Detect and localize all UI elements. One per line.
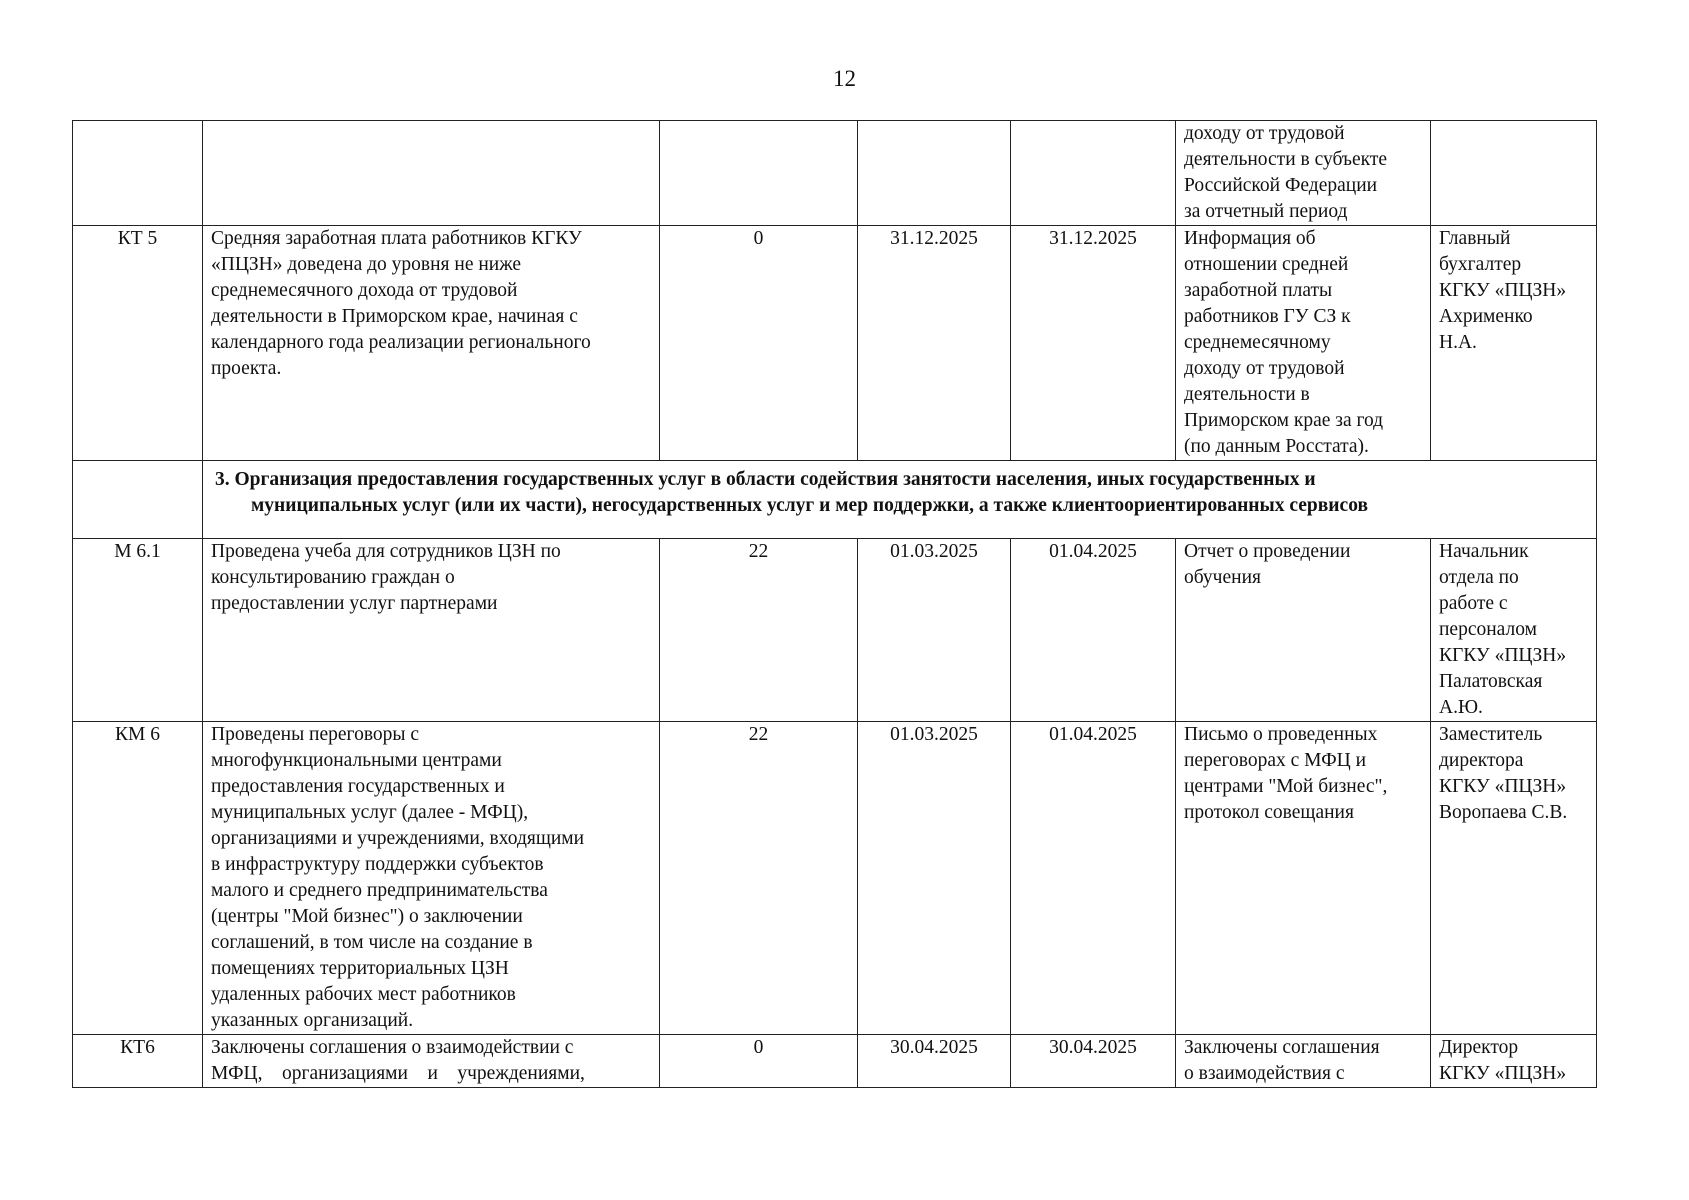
row-end-date: 01.04.2025 bbox=[1011, 722, 1176, 1035]
document-line: Российской Федерации bbox=[1184, 175, 1378, 196]
description-line: удаленных рабочих мест работников bbox=[211, 984, 516, 1005]
description-line: Проведена учеба для сотрудников ЦЗН по bbox=[211, 541, 561, 562]
responsible-line: Директор bbox=[1439, 1037, 1519, 1058]
row-end-date: 30.04.2025 bbox=[1011, 1035, 1176, 1088]
responsible-line: Палатовская bbox=[1439, 671, 1543, 692]
document-line: Заключены соглашения bbox=[1184, 1037, 1380, 1058]
responsible-line: работе с bbox=[1439, 593, 1508, 614]
description-line: Проведены переговоры с bbox=[211, 724, 420, 745]
page-number: 12 bbox=[833, 66, 856, 91]
responsible-line: КГКУ «ПЦЗН» bbox=[1439, 280, 1567, 301]
description-line: соглашений, в том числе на создание в bbox=[211, 932, 533, 953]
row-responsible bbox=[1431, 121, 1597, 226]
row-value: 0 bbox=[660, 226, 858, 461]
description-line: деятельности в Приморском крае, начиная с bbox=[211, 306, 578, 327]
document-line: доходу от трудовой bbox=[1184, 358, 1345, 379]
table-row-m61 bbox=[73, 539, 1597, 722]
row-value: 0 bbox=[660, 1035, 858, 1088]
responsible-line: КГКУ «ПЦЗН» bbox=[1439, 776, 1567, 797]
responsible-line: Н.А. bbox=[1439, 332, 1477, 353]
description-line: «ПЦЗН» доведена до уровня не ниже bbox=[211, 254, 522, 275]
description-line: среднемесячного дохода от трудовой bbox=[211, 280, 518, 301]
row-code: КТ6 bbox=[73, 1035, 203, 1088]
description-line: МФЦ, организациями и учреждениями, bbox=[211, 1063, 585, 1084]
row-document bbox=[1176, 121, 1431, 226]
description-line: муниципальных услуг (далее - МФЦ), bbox=[211, 802, 529, 823]
row-code bbox=[73, 121, 203, 226]
responsible-line: отдела по bbox=[1439, 567, 1519, 588]
row-code: М 6.1 bbox=[73, 539, 203, 722]
document-line: за отчетный период bbox=[1184, 201, 1348, 222]
responsible-line: Главный bbox=[1439, 228, 1511, 249]
description-line: многофункциональными центрами bbox=[211, 750, 502, 771]
section-title-line: муниципальных услуг (или их части), негосударственных услуг и мер поддержки, а также клиентоориентированных сервисов bbox=[251, 495, 1368, 516]
row-code: КТ 5 bbox=[73, 226, 203, 461]
document-line: отношении средней bbox=[1184, 254, 1349, 275]
document-line: центрами "Мой бизнес", bbox=[1184, 776, 1388, 797]
responsible-line: бухгалтер bbox=[1439, 254, 1522, 275]
row-value: 22 bbox=[660, 539, 858, 722]
description-line: проекта. bbox=[211, 358, 282, 379]
responsible-line: директора bbox=[1439, 750, 1524, 771]
row-description bbox=[203, 722, 660, 1035]
description-line: Средняя заработная плата работников КГКУ bbox=[211, 228, 582, 249]
plan-table bbox=[72, 120, 1597, 1088]
table-row-kt6 bbox=[73, 1035, 1597, 1088]
row-document bbox=[1176, 539, 1431, 722]
description-line: Заключены соглашения о взаимодействии с bbox=[211, 1037, 574, 1058]
document-line: обучения bbox=[1184, 567, 1261, 588]
table-row-kt5 bbox=[73, 226, 1597, 461]
document-line: Письмо о проведенных bbox=[1184, 724, 1378, 745]
responsible-line: персоналом bbox=[1439, 619, 1537, 640]
description-line: предоставлении услуг партнерами bbox=[211, 593, 498, 614]
row-value: 22 bbox=[660, 722, 858, 1035]
document-line: доходу от трудовой bbox=[1184, 123, 1345, 144]
row-start-date: 01.03.2025 bbox=[858, 722, 1011, 1035]
section-code-cell bbox=[73, 461, 203, 539]
row-code: КМ 6 bbox=[73, 722, 203, 1035]
document-line: Приморском крае за год bbox=[1184, 410, 1384, 431]
document-line: протокол совещания bbox=[1184, 802, 1354, 823]
row-start-date: 01.03.2025 bbox=[858, 539, 1011, 722]
row-responsible bbox=[1431, 226, 1597, 461]
responsible-line: Начальник bbox=[1439, 541, 1529, 562]
description-line: в инфраструктуру поддержки субъектов bbox=[211, 854, 544, 875]
document-line: работников ГУ СЗ к bbox=[1184, 306, 1351, 327]
responsible-line: Заместитель bbox=[1439, 724, 1543, 745]
responsible-line: Воропаева С.В. bbox=[1439, 802, 1568, 823]
row-end-date bbox=[1011, 121, 1176, 226]
row-end-date: 01.04.2025 bbox=[1011, 539, 1176, 722]
document-line: деятельности в субъекте bbox=[1184, 149, 1388, 170]
row-description bbox=[203, 539, 660, 722]
document-line: Информация об bbox=[1184, 228, 1316, 249]
document-line: заработной платы bbox=[1184, 280, 1333, 301]
description-line: малого и среднего предпринимательства bbox=[211, 880, 548, 901]
description-line: консультированию граждан о bbox=[211, 567, 455, 588]
description-line: календарного года реализации регионального bbox=[211, 332, 591, 353]
responsible-line: А.Ю. bbox=[1439, 697, 1483, 718]
description-line: указанных организаций. bbox=[211, 1010, 414, 1031]
description-line: (центры "Мой бизнес") о заключении bbox=[211, 906, 523, 927]
section-title-line: 3. Организация предоставления государственных услуг в области содействия занятости населения, иных государственных и bbox=[215, 469, 1316, 490]
row-description bbox=[203, 1035, 660, 1088]
responsible-line: Ахрименко bbox=[1439, 306, 1533, 327]
responsible-line: КГКУ «ПЦЗН» bbox=[1439, 645, 1567, 666]
document-line: (по данным Росстата). bbox=[1184, 436, 1369, 457]
row-description bbox=[203, 226, 660, 461]
table-row-continuation bbox=[73, 121, 1597, 226]
row-end-date: 31.12.2025 bbox=[1011, 226, 1176, 461]
row-responsible bbox=[1431, 1035, 1597, 1088]
row-document bbox=[1176, 722, 1431, 1035]
section-header-row bbox=[73, 461, 1597, 539]
row-document bbox=[1176, 226, 1431, 461]
row-value bbox=[660, 121, 858, 226]
row-description bbox=[203, 121, 660, 226]
document-line: Отчет о проведении bbox=[1184, 541, 1351, 562]
row-responsible bbox=[1431, 539, 1597, 722]
row-start-date bbox=[858, 121, 1011, 226]
description-line: помещениях территориальных ЦЗН bbox=[211, 958, 509, 979]
document-line: переговорах с МФЦ и bbox=[1184, 750, 1367, 771]
row-start-date: 31.12.2025 bbox=[858, 226, 1011, 461]
section-title bbox=[203, 461, 1597, 539]
row-start-date: 30.04.2025 bbox=[858, 1035, 1011, 1088]
document-line: среднемесячному bbox=[1184, 332, 1331, 353]
row-responsible bbox=[1431, 722, 1597, 1035]
description-line: предоставления государственных и bbox=[211, 776, 505, 797]
table-row-km6 bbox=[73, 722, 1597, 1035]
row-document bbox=[1176, 1035, 1431, 1088]
description-line: организациями и учреждениями, входящими bbox=[211, 828, 585, 849]
document-line: деятельности в bbox=[1184, 384, 1310, 405]
document-line: о взаимодействия с bbox=[1184, 1063, 1345, 1084]
responsible-line: КГКУ «ПЦЗН» bbox=[1439, 1063, 1567, 1084]
